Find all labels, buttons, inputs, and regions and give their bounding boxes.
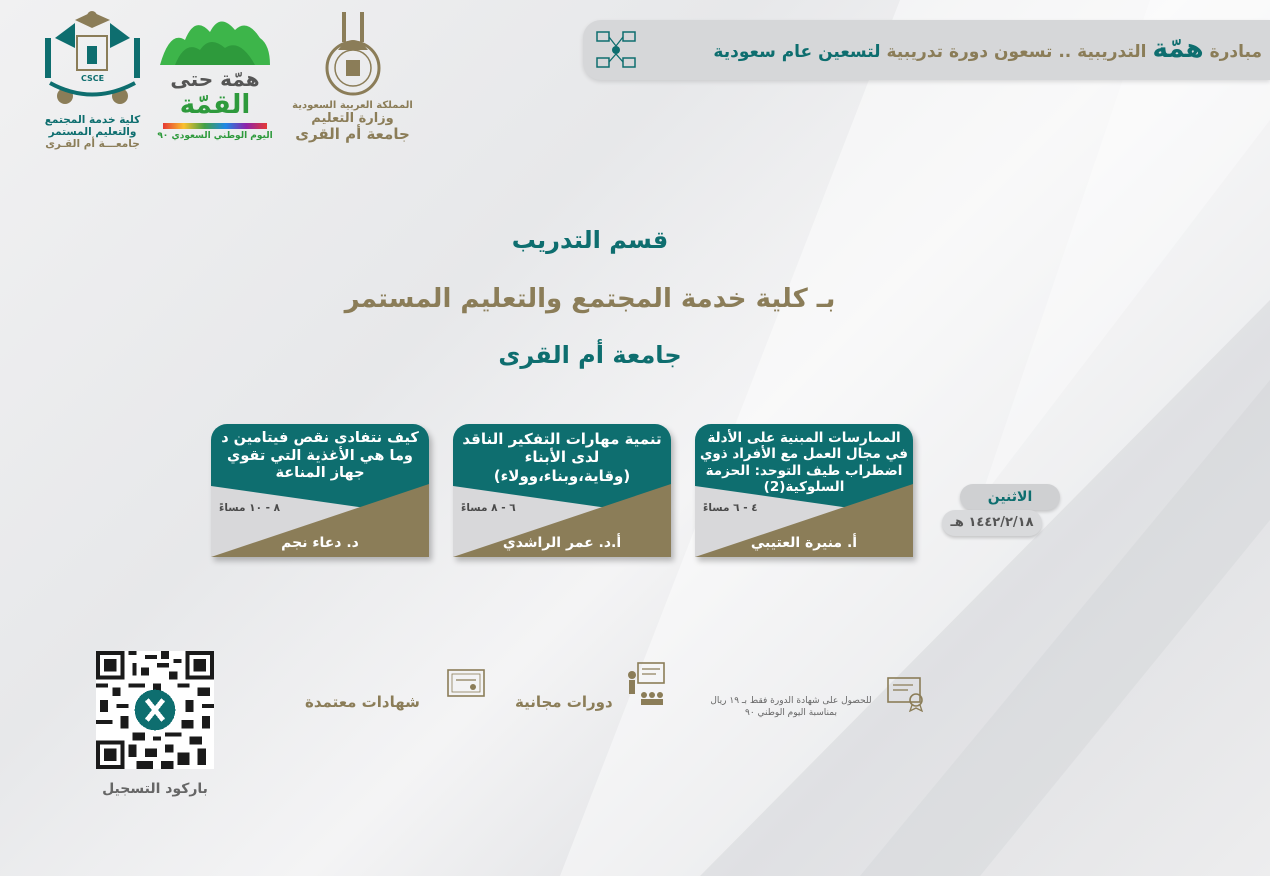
college-emblem-icon [35, 8, 150, 108]
course-presenter: د. دعاء نجم [281, 535, 359, 551]
college-badge: CSCE [80, 74, 105, 83]
college-line3: جامعـــة أم القـرى [45, 138, 140, 151]
college-heading: بـ كلية خدمة المجتمع والتعليم المستمر [344, 284, 836, 314]
schedule-date: ١٤٤٢/٢/١٨ هـ [942, 510, 1042, 536]
qr-label: باركود التسجيل [102, 781, 208, 797]
ministry-line3: جامعة أم القرى [295, 125, 410, 144]
color-strip [163, 123, 267, 129]
free-courses-label: دورات مجانية [515, 693, 613, 711]
course-presenter: أ. منيرة العتيبي [750, 535, 858, 551]
banner-highlight: لتسعين عام سعودية [713, 42, 881, 62]
training-board-icon [624, 661, 666, 707]
course-time: ٨ - ١٠ مساءً [219, 502, 281, 514]
ministry-line2: وزارة التعليم [311, 110, 394, 126]
national-day-line2: القمّة [179, 90, 251, 120]
course-card-3[interactable] [211, 424, 429, 557]
college-logo [35, 8, 150, 158]
ministry-logo [290, 10, 415, 160]
college-line2: والتعليم المستمر [48, 126, 137, 139]
college-line1: كلية خدمة المجتمع [44, 114, 141, 126]
university-heading: جامعة أم القرى [498, 341, 682, 369]
course-title: تنمية مهارات التفكير الناقد لدى الأبناء (وقاية،وبناء،وولاء) [462, 430, 662, 485]
national-day-line3: اليوم الوطني السعودي ٩٠ [157, 130, 273, 141]
accredited-label: شهادات معتمدة [305, 693, 420, 711]
banner-brand: همّة [1152, 34, 1204, 64]
course-card-2[interactable] [453, 424, 671, 557]
course-card-1[interactable] [695, 424, 913, 557]
schedule-day: الاثنين [960, 484, 1060, 510]
banner-middle: التدريبية .. تسعون دورة تدريبية [886, 42, 1147, 62]
registration-qr-code[interactable] [96, 651, 214, 769]
diploma-icon [446, 668, 486, 700]
university-emblem-icon [290, 10, 415, 100]
course-title: كيف نتفادى نقص فيتامين د وما هي الأغذية التي تقوي جهاز المناعة [221, 430, 419, 482]
national-day-line1: همّة حتى [170, 67, 260, 91]
course-title: الممارسات المبنية على الأدلة في مجال العمل مع الأفراد ذوي اضطراب طيف التوحد: الحزمة السلوكية(2) [699, 430, 909, 496]
ministry-line1: المملكة العربية السعودية [292, 100, 413, 111]
course-time: ٤ - ٦ مساءً [703, 502, 758, 514]
course-presenter: أ.د. عمر الراشدي [502, 535, 622, 551]
banner-text [713, 34, 1262, 64]
top-banner [583, 20, 1270, 80]
certificate-icon [886, 676, 928, 712]
department-heading: قسم التدريب [511, 226, 669, 254]
mountain-flag-icon [155, 10, 275, 70]
certificate-note: للحصول على شهادة الدورة فقط بـ ١٩ ريال بمناسبة اليوم الوطني ٩٠ [710, 696, 872, 718]
training-network-icon [595, 30, 639, 70]
national-day-logo [155, 10, 275, 160]
banner-prefix: مبادرة [1209, 42, 1262, 62]
course-time: ٦ - ٨ مساءً [461, 502, 516, 514]
